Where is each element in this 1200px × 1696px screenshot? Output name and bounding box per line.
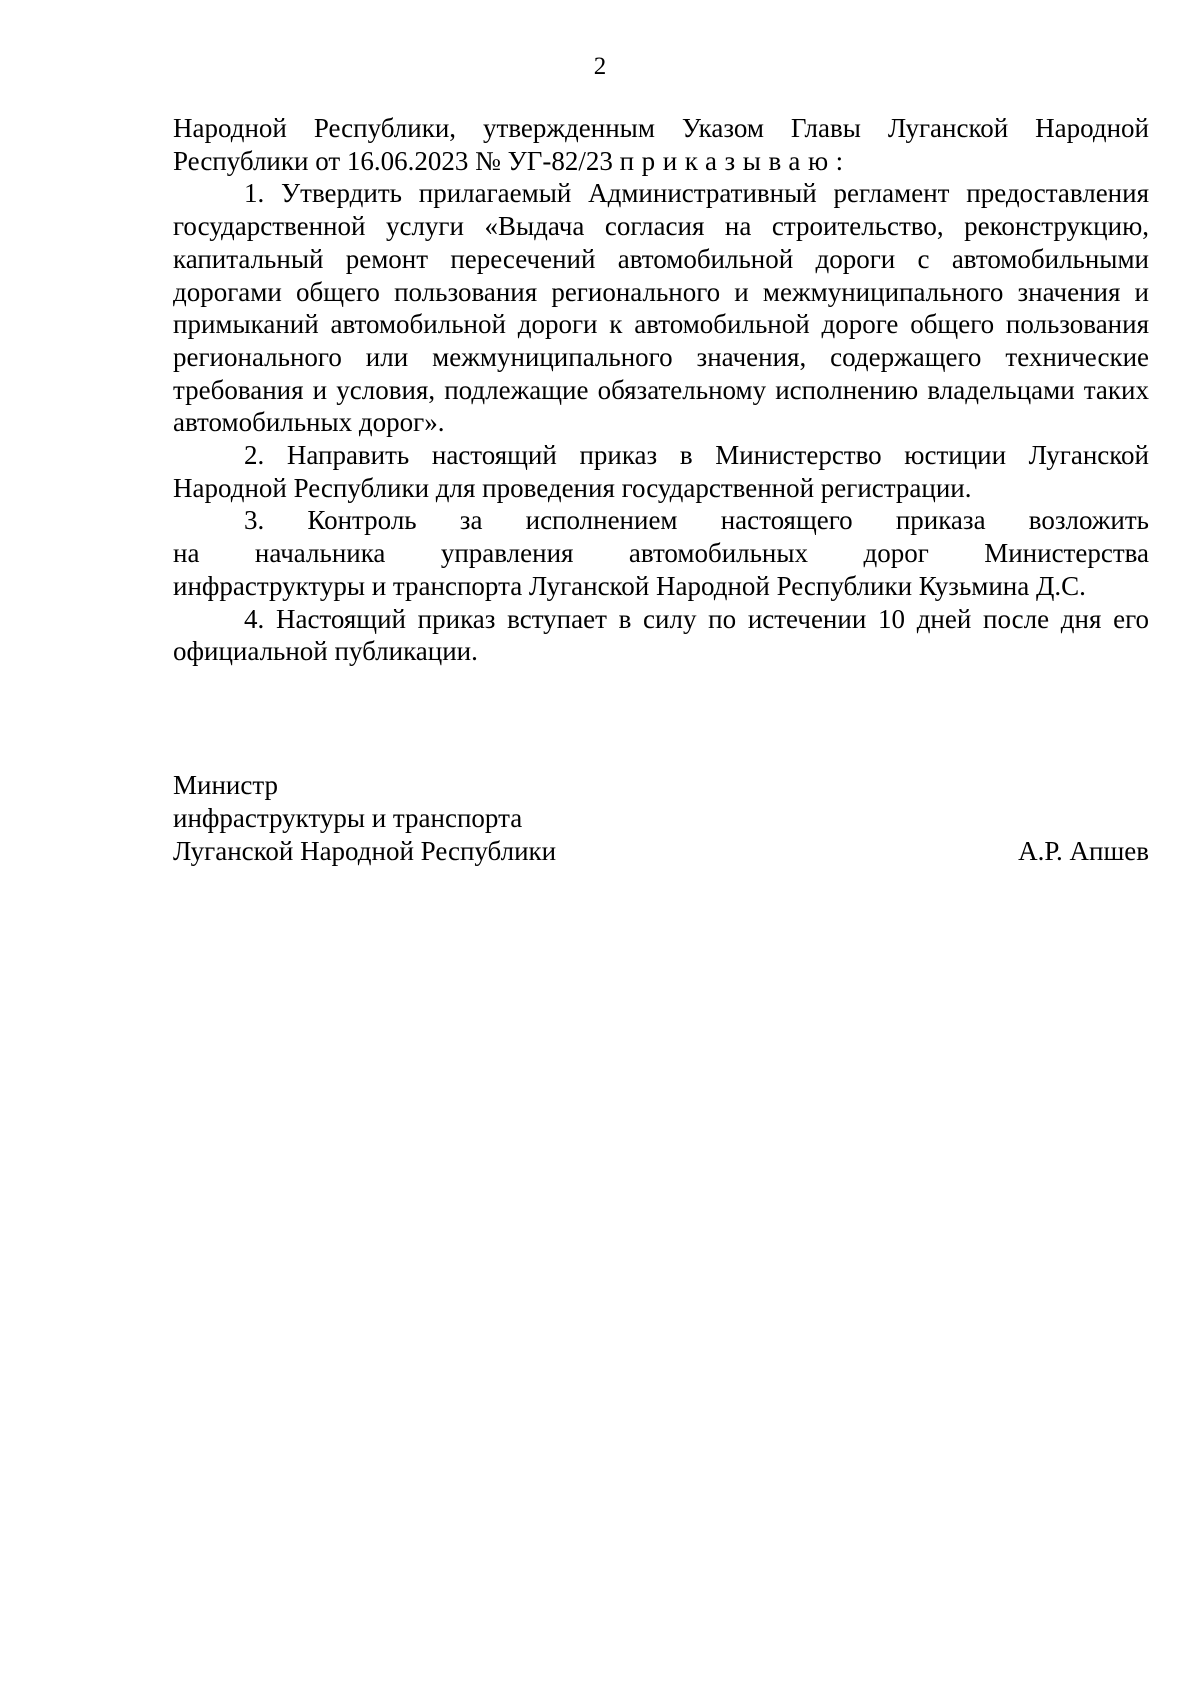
signer-title-line-2: инфраструктуры и транспорта [173,803,523,833]
signer-name: А.Р. Апшев [1018,836,1149,866]
order-body [173,112,1149,668]
intro-paragraph [173,112,1149,177]
order-item-4: 4. Настоящий приказ вступает в силу по истечении 10 дней после дня его официальной публикации. [173,603,1149,667]
order-item-3-line-3: инфраструктуры и транспорта Луганской Народной Республики Кузьмина Д.С. [173,570,1086,601]
intro-colon: : [835,145,844,176]
order-item-1: 1. Утвердить прилагаемый Административный регламент предоставления государственной услуги «Выдача согласия на строительство, реконструкцию, капитальный ремонт пересечений автомобильной дороги с автомобильными дорогами общего пользования регионального и межмуниципального значения и примыканий автомобильной дороги к автомобильной дороге общего пользования регионального или межмуниципального значения, содержащего технические требования и условия, подлежащие обязательному исполнению владельцами таких автомобильных дорог». [173,178,1149,438]
order-item-3-line-1: 3. Контроль за исполнением настоящего приказа возложить [244,505,1149,536]
signer-title-line-3: Луганской Народной Республики [173,836,557,866]
signature-block [173,769,1149,868]
signer-title-line-1: Министр [173,770,278,800]
order-item-2: 2. Направить настоящий приказ в Министерство юстиции Луганской Народной Республики для проведения государственной регистрации. [173,440,1149,503]
intro-text: Народной Республики, утвержденным Указом Главы Луганской Народной Республики от 16.06.2023 № УГ-82/23 [173,113,1149,176]
order-item-3-line-2: на начальника управления автомобильных дорог Министерства [173,538,1149,569]
order-verb: приказываю [619,145,836,176]
page-number: 2 [593,53,607,80]
